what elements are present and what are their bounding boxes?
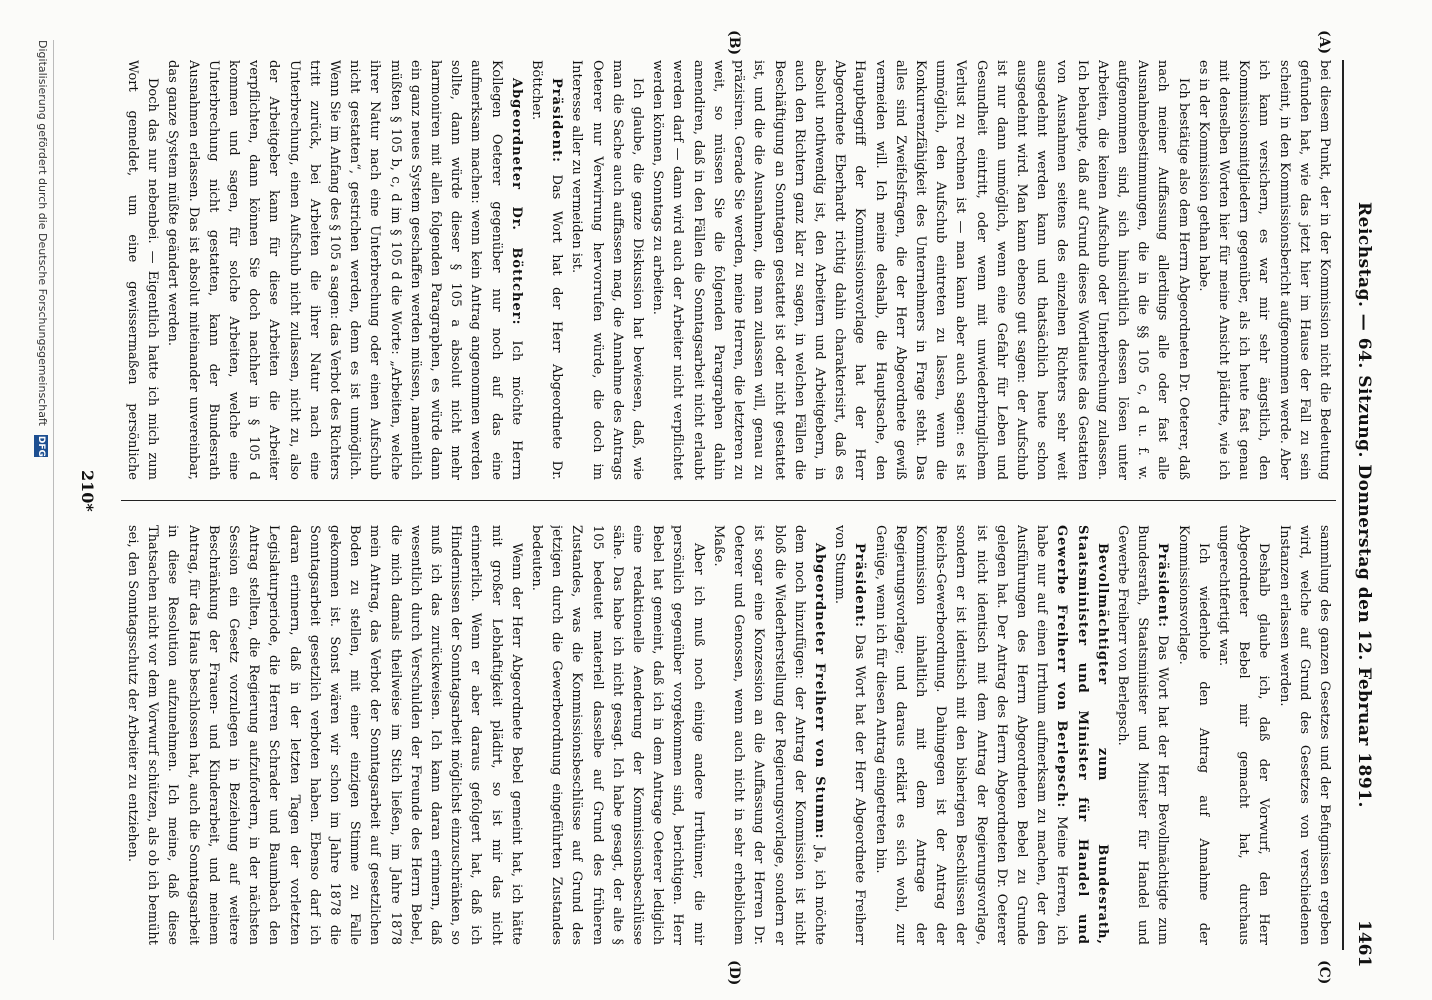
paragraph: bei diesem Punkt, der in der Kommission nicht die Bedeutung gefunden hat, wie das jetzt hier im Hause der Fall zu sein scheint, in den Kommissionsbericht aufgenommen werde. Aber ich kann versichern, es war mir sehr ängstlich, den Kommissionsmitgliedern gegenüber, als ich heute fast genau mit denselben Worten hier für meine Ansicht plädirte, wie ich es in der Kommission gethan habe.	[1195, 60, 1332, 480]
margin-letter-c: (C)	[1316, 960, 1332, 985]
paragraph: Ich bestätige also dem Herrn Abgeordneten Dr. Oeterer, daß nach meiner Auffassung allerdings alle oder fast alle Ausnahmebestimmungen, die in die §§ 105 c, d u. f. w. aufgenommen sind, sich hinsichtlich dessen lösen unter Arbeiten, die keinen Aufschub oder Unterbrechung zulassen. Ich behaupte, daß auf Grund dieses Wortlautes das Gestatten von Ausnahmen seitens des einzelnen Richters sehr weit ausgedehnt werden kann und thatsächlich heute schon ausgedehnt wird. Man kann ebenso gut sagen: der Aufschub ist nur dann unmöglich, wenn eine Gefahr für Leben und Gesundheit eintritt, oder wenn mit unwiederbringlichem Verlust zu rechnen ist — man kann aber auch sagen: es ist unmöglich, den Aufschub eintreten zu lassen, wenn die Konkurrenzfähigkeit des Unternehmers in Frage steht. Das alles sind Zweifelsfragen, die der Herr Abgeordnete gewiß vermeiden will. Ich meine deshalb, die Hauptsache, den Hauptbegriff der Kommissionsvorlage hat der Herr Abgeordnete Eberhardt richtig dahin charakterisirt, daß es absolut nothwendig ist, den Arbeitern und Arbeitgebern, in auch den Richtern ganz klar zu sagen, in welchen Fällen die Beschäftigung an Sonntagen gestattet ist oder nicht gestattet ist, und die die Ausnahmen, die man zulassen will, genau zu präzisiren. Gerade Sie werden, meine Herren, die letzteren zu weit, so müssen Sie die folgenden Paragraphen dahin amendiren, daß in den Fällen die Sonntagsarbeit nicht erlaubt werden darf — dann wird auch der Arbeiter nicht verpflichtet werden können, Sonntags zu arbeiten.	[650, 60, 1191, 480]
column-divider	[121, 500, 1336, 501]
margin-letter-a: (A)	[1316, 30, 1332, 55]
speaker-name: Präsident:	[549, 78, 565, 163]
paragraph: Doch das nur nebenbei. — Eigentlich hatte ich mich zum Wort gemeldet, um eine gewissermaßen persönliche	[125, 60, 161, 480]
text-column-right	[124, 525, 1334, 945]
speaker-name: Präsident:	[852, 543, 868, 628]
dfg-logo: DFG	[36, 435, 46, 457]
paragraph: Präsident: Das Wort hat der Herr Abgeordnete Freiherr von Stumm.	[832, 525, 868, 945]
paragraph: Abgeordneter Freiherr von Stumm: Ja, ich möchte dem noch hinzufügen: der Antrag der Kommission ist nicht bloß die Wiederherstellung der Regierungsvorlage, sondern er ist sogar eine Konzession an die Auffassung der Herren Dr. Oeterer und Genossen, wenn auch nicht in sehr erheblichem Maße.	[710, 525, 827, 945]
header-title: Reichstag. — 64. Sitzung. Donnerstag den 12. Februar 1891.	[1354, 202, 1374, 808]
paragraph: Präsident: Das Wort hat der Herr Abgeordnete Dr. Böttcher.	[529, 60, 565, 480]
signature-mark: 210*	[78, 470, 97, 512]
paragraph: Abgeordneter Dr. Böttcher: Ich möchte Herrn Kollegen Oeterer gegenüber nur noch auf das eine aufmerksam machen: wenn kein Antrag angenommen werden sollte, dann würde dieser § 105 a absolut nicht mehr harmoniren mit allen folgenden Paragraphen, es würde dann ein ganz neues System geschaffen werden müssen, namentlich müßten § 105 b, c, d im § 105 d die Worte: „Arbeiten, welche ihrer Natur nach eine Unterbrechung oder einen Aufschub nicht gestatten“, gestrichen werden, denn es ist unmöglich. Wenn Sie im Anfang des § 105 a sagen: das Verbot des Richters tritt zurück, bei Arbeiten die ihrer Natur nach eine Unterbrechung, einen Aufschub nicht zulassen, nicht zu, also der Arbeitgeber kann für diese Arbeiten die Arbeiter verpflichten, dann können Sie doch nachher in § 105 d kommen und sagen, für solche Arbeiten, welche eine Unterbrechung nicht gestatten, kann der Bundesrath Ausnahmen erlassen. Das ist absolut miteinander unvereinbar, das ganze System müßte geändert werden.	[165, 60, 524, 480]
paragraph: sammlung des ganzen Gesetzes und der Befugnissen ergeben wird, welche auf Grund des Gesetzes von verschiedenen Instanzen erlassen werden.	[1276, 525, 1332, 945]
page-number: 1461	[1354, 920, 1374, 968]
speaker-name: Abgeordneter Dr. Böttcher:	[508, 78, 524, 326]
paragraph: Bevollmächtigter zum Bundesrath, Staatsminister und Minister für Handel und Gewerbe Freiherr von Berlepsch: Meine Herren, ich habe nur auf einen Irrthum aufmerksam zu machen, der den Ausführungen des Herrn Abgeordneten Bebel zu Grunde gelegen hat. Der Antrag des Herrn Abgeordneten Dr. Oeterer ist nicht identisch mit dem Antrag der Regierungsvorlage, sondern er ist identisch mit den bisherigen Beschlüssen der Reichs-Gewerbeordnung. Dahingegen ist der Antrag der Kommission inhaltlich mit dem Antrage der Regierungsvorlage; und daraus erklärt es sich wohl, zur Genüge, wenn ich für diesen Antrag eingetreten bin.	[872, 525, 1110, 945]
margin-letter-d: (D)	[726, 960, 742, 986]
digitization-note-text: Digitalisierung gefördert durch die Deutsche Forschungsgemeinschaft	[36, 40, 49, 426]
text-column-left	[124, 60, 1334, 480]
margin-letter-b: (B)	[726, 30, 742, 56]
speaker-name: Bevollmächtigter zum Bundesrath, Staatsminister und Minister für Handel und Gewerbe Freiherr von Berlepsch:	[1054, 525, 1110, 945]
paragraph: Präsident: Das Wort hat der Herr Bevollmächtigte zum Bundesrath, Staatsminister und Minister für Handel und Gewerbe Freiherr von Berlepsch.	[1114, 525, 1171, 945]
digitization-note	[34, 40, 54, 940]
speaker-name: Präsident:	[1155, 543, 1171, 628]
page-header	[1342, 60, 1382, 950]
paragraph: Ich glaube, die ganze Diskussion hat bewiesen, daß, wie man die Sache auch auffassen mag, die Annahme des Antrags Oeterer nur Verwirrung hervorrufen würde, die doch im Interesse aller zu vermeiden ist.	[569, 60, 646, 480]
paragraph: Deshalb glaube ich, daß der Vorwurf, den Herr Abgeordneter Bebel mir gemacht hat, durchaus ungerechtfertigt war.	[1215, 525, 1272, 945]
paragraph: Wenn der Herr Abgeordnete Bebel gemeint hat, ich hätte mit großer Lebhaftigkeit plädirt, so ist mir das nicht erinnerlich. Wenn er aber daraus gefolgert hat, daß ich Hindernissen der Sonntagsarbeit möglichst einzuschränken, so muß ich das zurückweisen. Ich kann daran erinnern, daß wesentlich durch Verschulden der Freunde des Herrn Bebel, die mich damals theilweise im Stich ließen, im Jahre 1878 mein Antrag, das Verbot der Sonntagsarbeit auf gesetzlichen Boden zu stellen, mit einer einzigen Stimme zu Falle gekommen ist. Sonst wären wir schon im Jahre 1878 die Sonntagsarbeit gesetzlich verboten haben. Ebenso darf ich daran erinnern, daß in der letzten Tagen der vorletzten Legislaturperiode, die Herren Schrader und Baumbach den Antrag stellten, die Regierung aufzufordern, in der nächsten Session ein Gesetz vorzulegen in Beziehung auf weitere Beschränkung der Frauen- und Kinderarbeit, und meinem Antrag, für das Haus beschlossen hat, auch die Sonntagsarbeit in diese Resolution aufzunehmen. Ich meine, daß diese Thatsachen nicht vor dem Vorwurf schützen, als ob ich bemüht sei, den Sonntagsschutz der Arbeiter zu entziehen.	[125, 525, 524, 945]
paragraph: Ich wiederhole den Antrag auf Annahme der Kommissionsvorlage.	[1175, 525, 1211, 945]
paragraph: Aber ich muß noch einige andere Irrthümer, die mir persönlich gegenüber vorgekommen sind, berichtigen. Herr Bebel hat gemeint, daß ich in dem Antrage Oeterer lediglich eine redaktionelle Aenderung der Kommissionsbeschlüsse sähe. Das habe ich nicht gesagt. Ich habe gesagt, der alte § 105 bedeutet materiell dasselbe auf Grund des früheren Zustandes, was die Kommissionsbeschlüsse auf Grund des jetzigen durch die Gewerbeordnung eingeführten Zustandes bedeuten.	[529, 525, 706, 945]
speaker-name: Abgeordneter Freiherr von Stumm:	[811, 543, 827, 840]
